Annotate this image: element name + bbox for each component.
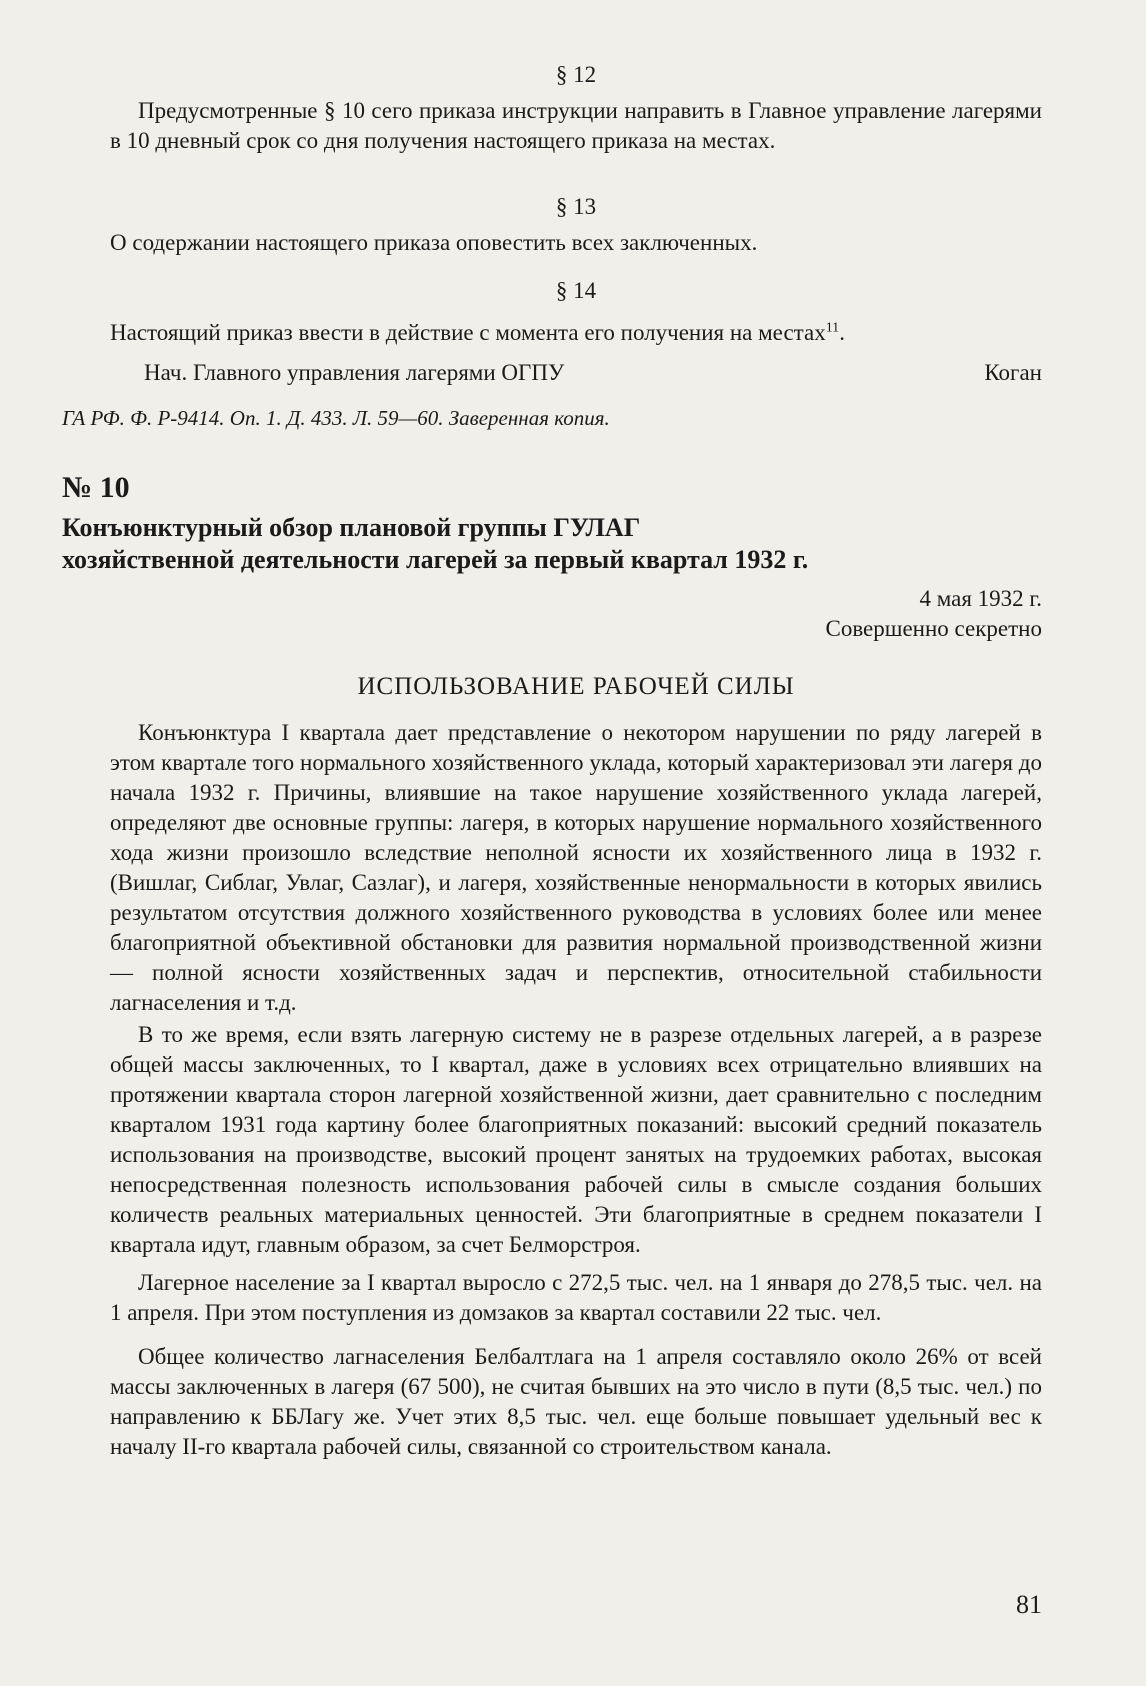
document-title-line1: Конъюнктурный обзор плановой группы ГУЛАГ: [62, 513, 641, 542]
heading-labor-use: ИСПОЛЬЗОВАНИЕ РАБОЧЕЙ СИЛЫ: [357, 673, 795, 700]
source-reference: ГА РФ. Ф. Р-9414. Оп. 1. Д. 433. Л. 59—60. Заверенная копия.: [62, 406, 610, 430]
paragraph-4: Общее количество лагнаселения Белбалтлага на 1 апреля составляло около 26% от всей массы заключенных в лагеря (67 500), не считая бывших на это число в пути (8,5 тыс. чел.) по направлению к ББЛагу же. Учет этих 8,5 тыс. чел. еще больше повышает удельный вес к началу II-го квартала рабочей силы, связанной со строительством канала.: [110, 1344, 1042, 1459]
archive-source: [62, 404, 1042, 432]
document-title-line2: хозяйственной деятельности лагерей за первый квартал 1932 г.: [62, 545, 809, 574]
signature-position: Нач. Главного управления лагерями ОГПУ: [144, 360, 565, 385]
section-14: [110, 276, 1042, 348]
page-number: 81: [1016, 1590, 1042, 1619]
section-12: [110, 60, 1042, 156]
paragraph-2: В то же время, если взять лагерную систему не в разрезе отдельных лагерей, а в разрезе общей массы заключенных, то I квартал, даже в условиях всех отрицательно влиявших на протяжении квартала сторон лагерной хозяйственной жизни, дает сравнительно с последним кварталом 1931 года картину более благоприятных показаний: высокий средний показатель использования на производстве, высокий процент занятых на трудоемких работах, высокая непосредственная полезность использования рабочей силы в смысле создания больших количеств реальных материальных ценностей. Эти благоприятные в среднем показатели I квартала идут, главным образом, за счет Белморстроя.: [110, 1022, 1042, 1257]
footnote-ref: 11: [825, 320, 840, 336]
section-14-mark: § 14: [555, 278, 597, 303]
paragraph-3: Лагерное население за I квартал выросло с 272,5 тыс. чел. на 1 января до 278,5 тыс. чел. на 1 апреля. При этом поступления из домзаков за квартал составили 22 тыс. чел.: [110, 1270, 1042, 1325]
signature-name: Коган: [984, 360, 1042, 385]
document-number: № 10: [62, 471, 130, 504]
paragraph-1: Конъюнктура I квартала дает представление о некотором нарушении по ряду лагерей в этом квартале того нормального хозяйственного уклада, который характеризовал эти лагеря до начала 1932 г. Причины, влиявшие на такое нарушение хозяйственного уклада лагерей, определяют две основные группы: лагеря, в которых нарушение нормального хозяйственного хода жизни произошло вследствие неполной ясности их хозяйственного лица в 1932 г. (Вишлаг, Сиблаг, Увлаг, Сазлаг), и лагеря, хозяйственные ненормальности в которых явились результатом отсутствия должного хозяйственного руководства в условиях более или менее благоприятной объективной обстановки для развития нормальной производственной жизни — полной ясности хозяйственных задач и перспектив, относительной стабильности лагнаселения и т.д.: [110, 720, 1042, 1015]
section-14-body: Настоящий приказ ввести в действие с момента его получения на местах: [110, 320, 826, 345]
section-13: [110, 192, 1042, 258]
document-header: [62, 470, 1042, 576]
section-heading: [110, 672, 1042, 702]
section-12-text: Предусмотренные § 10 сего приказа инструкции направить в Главное управление лагерями в 10 дневный срок со дня получения настоящего приказа на местах.: [110, 98, 1042, 153]
section-13-text: О содержании настоящего приказа оповестить всех заключенных.: [110, 230, 758, 255]
section-13-mark: § 13: [555, 194, 597, 219]
document-classification: Совершенно секретно: [825, 616, 1042, 641]
body-text: [110, 718, 1042, 1462]
document-meta: [110, 584, 1042, 644]
section-14-tail: .: [839, 320, 845, 345]
signature-row: [110, 358, 1042, 388]
section-12-mark: § 12: [555, 62, 597, 87]
section-14-text: [110, 318, 1042, 348]
document-date: 4 мая 1932 г.: [919, 586, 1042, 611]
